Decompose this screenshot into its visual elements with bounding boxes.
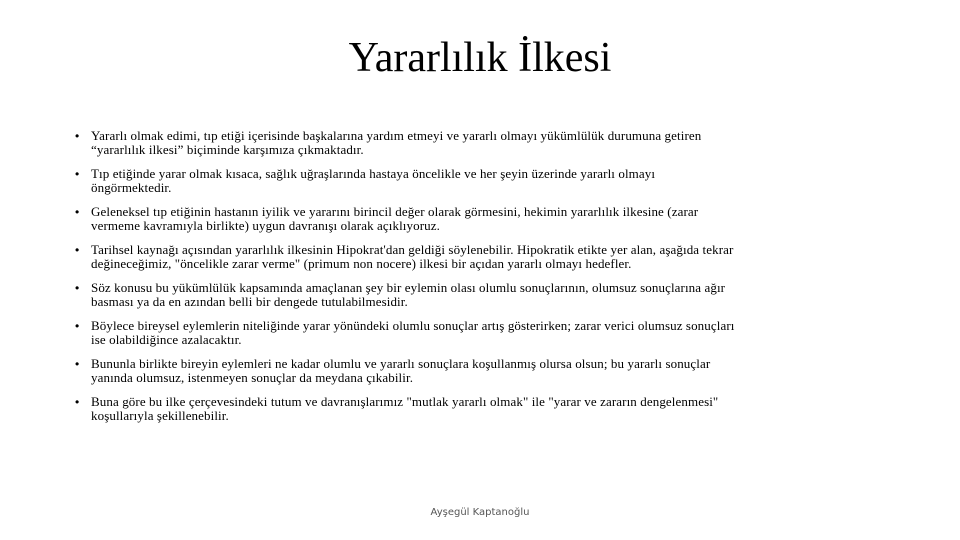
slide-title: Yararlılık İlkesi xyxy=(348,35,612,81)
bullet-text xyxy=(91,357,890,385)
bullet-line: “yararlılık ilkesi” biçiminde karşımıza çıkmaktadır. xyxy=(91,142,364,157)
bullet-list xyxy=(75,129,890,433)
bullet-text xyxy=(91,129,890,157)
bullet-item xyxy=(75,129,890,157)
bullet-text xyxy=(91,319,890,347)
bullet-text xyxy=(91,395,890,423)
bullet-line: öngörmektedir. xyxy=(91,180,172,195)
bullet-line: Tıp etiğinde yarar olmak kısaca, sağlık uğraşlarında hastaya öncelikle ve her şeyin üzerinde yararlı olmayı xyxy=(91,166,656,181)
bullet-line: koşullarıyla şekillenebilir. xyxy=(91,408,229,423)
bullet-item xyxy=(75,167,890,195)
bullet-line: Bununla birlikte bireyin eylemleri ne kadar olumlu ve yararlı sonuçlara koşullanmış olursa olsun; bu yararlı sonuçlar xyxy=(91,356,711,371)
bullet-line: Tarihsel kaynağı açısından yararlılık ilkesinin Hipokrat'dan geldiği söylenebilir. Hipokratik etikte yer alan, aşağıda tekrar xyxy=(91,242,734,257)
bullet-item xyxy=(75,319,890,347)
bullet-line: vermeme kavramıyla birlikte) uygun davranışı olarak açıklıyoruz. xyxy=(91,218,440,233)
bullet-icon: • xyxy=(75,129,80,143)
bullet-line: Böylece bireysel eylemlerin niteliğinde yarar yönündeki olumlu sonuçlar artış gösterirken; zarar verici olumsuz sonuçları xyxy=(91,318,735,333)
footer-author: Ayşegül Kaptanoğlu xyxy=(430,507,530,518)
bullet-text xyxy=(91,205,890,233)
bullet-line: yanında olumsuz, istenmeyen sonuçlar da meydana çıkabilir. xyxy=(91,370,414,385)
bullet-text xyxy=(91,167,890,195)
bullet-icon: • xyxy=(75,281,80,295)
bullet-line: Yararlı olmak edimi, tıp etiği içerisinde başkalarına yardım etmeyi ve yararlı olmayı yükümlülük durumuna getiren xyxy=(91,128,702,143)
bullet-item xyxy=(75,357,890,385)
bullet-item xyxy=(75,395,890,423)
bullet-line: ise olabildiğince azalacaktır. xyxy=(91,332,242,347)
bullet-line: basması ya da en azından belli bir dengede tutulabilmesidir. xyxy=(91,294,408,309)
bullet-icon: • xyxy=(75,319,80,333)
bullet-line: değineceğimiz, "öncelikle zarar verme" (primum non nocere) ilkesi bir açıdan yararlı olmayı hedefler. xyxy=(91,256,632,271)
bullet-item xyxy=(75,243,890,271)
bullet-line: Buna göre bu ilke çerçevesindeki tutum ve davranışlarımız "mutlak yararlı olmak" ile "yarar ve zararın dengelenmesi" xyxy=(91,394,719,409)
bullet-item xyxy=(75,281,890,309)
bullet-icon: • xyxy=(75,243,80,257)
bullet-text xyxy=(91,243,890,271)
bullet-text xyxy=(91,281,890,309)
bullet-item xyxy=(75,205,890,233)
bullet-icon: • xyxy=(75,395,80,409)
bullet-icon: • xyxy=(75,357,80,371)
bullet-icon: • xyxy=(75,205,80,219)
bullet-icon: • xyxy=(75,167,80,181)
bullet-line: Söz konusu bu yükümlülük kapsamında amaçlanan şey bir eylemin olası olumlu sonuçlarının, olumsuz sonuçlarına ağır xyxy=(91,280,726,295)
bullet-line: Geleneksel tıp etiğinin hastanın iyilik ve yararını birincil değer olarak görmesini, hekimin yararlılık ilkesine (zarar xyxy=(91,204,699,219)
